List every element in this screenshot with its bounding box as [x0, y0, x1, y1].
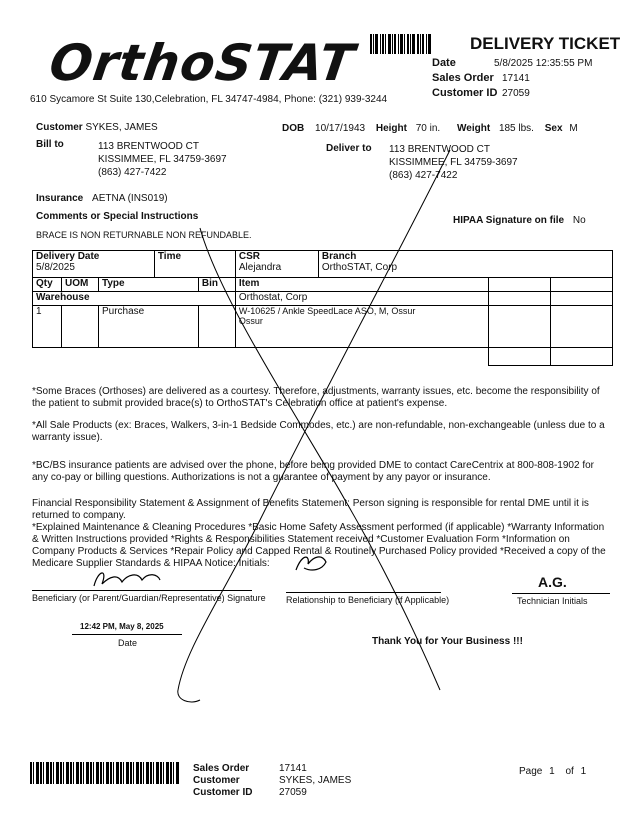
- notice-bcbs: *BC/BS insurance patients are advised over the phone, before being provided DME to contact CareCentrix at 800-808-1902 for any co-pay or billing questions. Authorizations is not a guarantee of payment by any payor or insurance.: [32, 460, 594, 483]
- sex-label: Sex: [544, 123, 563, 134]
- thank-you-message: Thank You for Your Business !!!: [372, 636, 523, 647]
- branch-value: OrthoSTAT, Corp: [321, 262, 398, 273]
- type-label: Type: [99, 278, 199, 292]
- qty-label: Qty: [33, 278, 62, 292]
- bin-label: Bin: [198, 278, 235, 292]
- page-label: Page: [519, 766, 543, 777]
- deliver-to-line3: (863) 427-7422: [389, 170, 458, 181]
- page-of-label: of: [565, 766, 574, 777]
- footer-customer-label: Customer: [193, 775, 240, 786]
- notice-sale-products: *All Sale Products (ex: Braces, Walkers, 3-in-1 Bedside Commodes, etc.) are non-refundable, non-exchangeable (unless due to a warranty issue).: [32, 420, 605, 443]
- footer-customer-value: SYKES, JAMES: [279, 775, 352, 786]
- notice-financial: Financial Responsibility Statement & Assignment of Benefits Statement: Person signing is responsible for rental DME until it is returned to company.: [32, 498, 589, 521]
- signed-date-label: Date: [118, 638, 138, 648]
- dob-label: DOB: [282, 123, 305, 134]
- csr-label: CSR: [238, 251, 261, 262]
- time-label: Time: [157, 251, 182, 262]
- page-number: 1: [549, 766, 555, 777]
- initials-signature: [292, 550, 332, 576]
- deliver-to-line2: KISSIMMEE, FL 34759-3697: [389, 157, 518, 168]
- hipaa-value: No: [572, 215, 586, 226]
- csr-value: Alejandra: [238, 262, 282, 273]
- footer-sales-order-label: Sales Order: [193, 763, 250, 774]
- warehouse-value: Orthostat, Corp: [235, 292, 488, 306]
- comments-value: BRACE IS NON RETURNABLE NON REFUNDABLE.: [36, 230, 252, 240]
- insurance-value: AETNA (INS019): [92, 193, 168, 204]
- customer-name: SYKES, JAMES: [85, 122, 158, 133]
- row-item-maker: Ossur: [238, 316, 263, 326]
- footer-sales-order-value: 17141: [279, 763, 307, 774]
- comments-label: Comments or Special Instructions: [36, 211, 199, 222]
- customer-id-value: 27059: [502, 88, 530, 99]
- beneficiary-signature-label: Beneficiary (or Parent/Guardian/Representative) Signature: [32, 593, 266, 603]
- insurance-label: Insurance: [36, 193, 84, 204]
- date-value: 5/8/2025 12:35:55 PM: [494, 58, 593, 69]
- delivery-table: [32, 250, 613, 366]
- height-label: Height: [375, 123, 407, 134]
- customer-id-label: Customer ID: [432, 87, 498, 99]
- dob-value: 10/17/1943: [315, 123, 366, 134]
- warehouse-label: Warehouse: [33, 292, 236, 306]
- header-barcode: [370, 34, 452, 54]
- sex-value: M: [569, 123, 578, 134]
- sales-order-value: 17141: [502, 73, 530, 84]
- footer-customer-id-label: Customer ID: [193, 787, 253, 798]
- technician-initials-label: Technician Initials: [517, 596, 588, 606]
- sales-order-label: Sales Order: [432, 72, 494, 84]
- row-type: Purchase: [99, 306, 199, 348]
- bill-to-label: Bill to: [36, 139, 64, 150]
- row-item: W-10625 / Ankle SpeedLace ASO, M, Ossur: [238, 306, 416, 316]
- notice-instructions: *Explained Maintenance & Cleaning Procedures *Basic Home Safety Assessment performed (if applicable) *Warranty Information & Written Instructions provided *Rights & Responsibilities Statement received *Customer Evaluation Form *Information on Company Products & Services *Repair Policy and Capped Rental & Routinely Purchased Policy provided *Received a copy of the Medicare Supplier Standards & HIPAA Notice: Initials:: [32, 522, 606, 569]
- hipaa-label: HIPAA Signature on file: [453, 215, 565, 226]
- bill-to-line2: KISSIMMEE, FL 34759-3697: [98, 154, 227, 165]
- height-value: 70 in.: [415, 123, 441, 134]
- weight-value: 185 lbs.: [498, 123, 534, 134]
- delivery-date-label: Delivery Date: [36, 251, 100, 262]
- uom-label: UOM: [62, 278, 99, 292]
- footer-customer-id-value: 27059: [279, 787, 307, 798]
- signed-time: 12:42 PM, May 8, 2025: [80, 622, 164, 631]
- deliver-to-label: Deliver to: [326, 143, 372, 154]
- technician-initials-value: A.G.: [538, 574, 567, 590]
- company-address: 610 Sycamore St Suite 130,Celebration, FL 34747-4984, Phone: (321) 939-3244: [30, 94, 388, 105]
- deliver-to-line1: 113 BRENTWOOD CT: [389, 144, 490, 155]
- ticket-title: DELIVERY TICKET: [470, 34, 621, 53]
- bill-to-line3: (863) 427-7422: [98, 167, 167, 178]
- delivery-date-value: 5/8/2025: [36, 262, 75, 273]
- notice-courtesy: *Some Braces (Orthoses) are delivered as a courtesy. Therefore, adjustments, warranty issues, etc. become the responsibility of the patient to submit provided brace(s) to OrthoSTAT's Celebration office at patient's expense.: [32, 386, 600, 409]
- row-qty: 1: [33, 306, 62, 348]
- page-total: 1: [580, 766, 587, 777]
- item-label: Item: [235, 278, 488, 292]
- footer-barcode: [30, 762, 180, 784]
- bill-to-line1: 113 BRENTWOOD CT: [98, 141, 199, 152]
- customer-label: Customer: [36, 122, 83, 133]
- relationship-label: Relationship to Beneficiary (if Applicable): [286, 595, 450, 605]
- company-logo: OrthoSTAT: [45, 34, 359, 92]
- weight-label: Weight: [457, 123, 491, 134]
- date-label: Date: [432, 57, 456, 69]
- branch-label: Branch: [321, 251, 357, 262]
